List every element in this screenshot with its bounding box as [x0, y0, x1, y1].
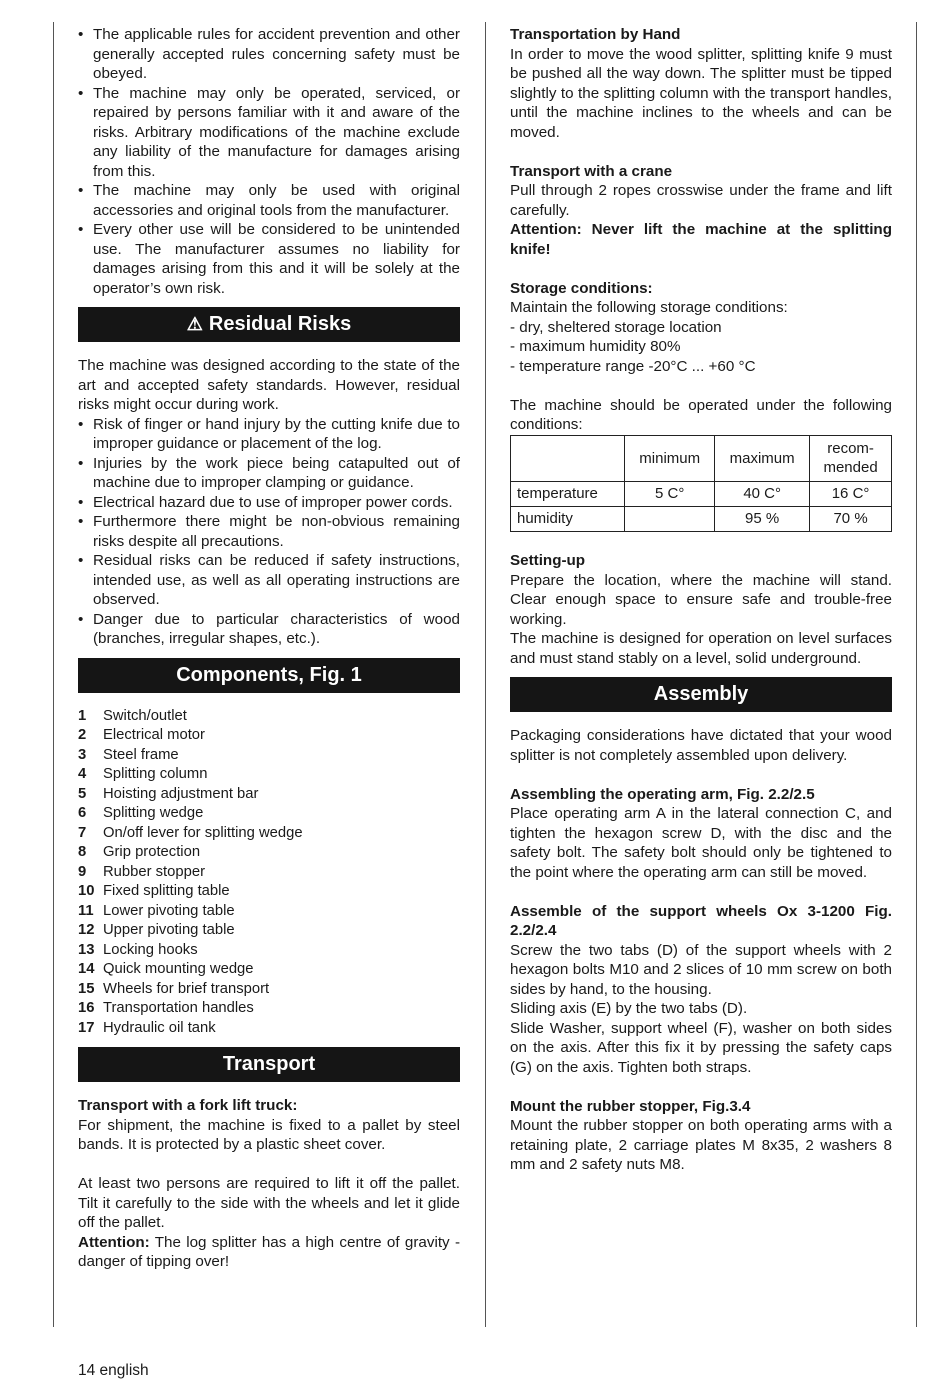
- storage-line: - temperature range -20°C ... +60 °C: [510, 357, 756, 375]
- component-label: Locking hooks: [103, 941, 198, 958]
- component-number: 8: [78, 844, 87, 860]
- component-number: 7: [78, 824, 87, 841]
- component-label: Splitting column: [103, 766, 208, 782]
- setup-text: Prepare the location, where the machine will stand. Clear enough space to ensure safe and trouble-free working.: [510, 571, 892, 628]
- table-header-cell: minimum: [625, 435, 715, 481]
- component-item: [78, 960, 460, 980]
- operating-intro: The machine should be operated under the following conditions:: [510, 396, 892, 433]
- list-item: • Risk of finger or hand injury by the cutting knife due to improper guidance or placement of the log.: [78, 415, 460, 454]
- residual-bullets: [78, 415, 460, 649]
- list-item: • Danger due to particular characteristics of wood (branches, irregular shapes, etc.).: [78, 610, 460, 649]
- setup-heading: Setting-up: [510, 552, 586, 569]
- forklift-text: For shipment, the machine is fixed to a pallet by steel bands. It is protected by a plastic sheet cover.: [78, 1116, 460, 1153]
- component-item: [78, 921, 460, 941]
- component-label: Rubber stopper: [103, 863, 205, 880]
- lift-text: At least two persons are required to lift it off the pallet. Tilt it carefully to the side with the wheels and let it glide off the pallet.: [78, 1175, 460, 1231]
- component-number: 11: [78, 902, 94, 919]
- components-list: [78, 707, 460, 1039]
- residual-intro: The machine was designed according to the state of the art and accepted safety standards. However, residual risks might occur during work.: [78, 357, 460, 413]
- list-item: • Injuries by the work piece being catapulted out of machine due to improper clamping or guidance.: [78, 454, 460, 493]
- attention-paragraph: [78, 1233, 460, 1272]
- residual-risks-title: Residual Risks: [208, 313, 352, 335]
- left-column: [78, 25, 460, 1272]
- table-cell: 40 C°: [715, 481, 810, 506]
- wheels-text: Slide Washer, support wheel (F), washer on both sides on the axis. After this fix it by pressing the safety caps (G) on the axis. Tighten both straps.: [510, 1019, 892, 1076]
- table-header-cell: [511, 435, 625, 481]
- safety-bullets: [78, 25, 460, 298]
- component-label: Grip protection: [103, 844, 201, 860]
- list-item: • The machine may only be operated, serviced, or repaired by persons familiar with it and aware of the risks. Arbitrary modifications of the machine exclude any liability of the manufacture for damages arising from this.: [78, 84, 460, 182]
- attention-text: The log splitter has a high centre of gravity - danger of tipping over!: [78, 1233, 460, 1270]
- stopper-heading: Mount the rubber stopper, Fig.3.4: [510, 1097, 751, 1115]
- component-label: Fixed splitting table: [103, 883, 230, 899]
- component-label: Switch/outlet: [103, 707, 187, 724]
- crane-attention: Attention: Never lift the machine at the splitting knife!: [510, 221, 892, 258]
- component-item: [78, 726, 460, 746]
- by-hand-heading: Transportation by Hand: [510, 26, 681, 43]
- component-number: 14: [78, 961, 95, 977]
- component-number: 5: [78, 785, 87, 802]
- component-number: 10: [78, 883, 95, 899]
- list-item: • Every other use will be considered to be unintended use. The manufacturer assumes no liability for damages arising from this and it will be solely at the operator’s own risk.: [78, 220, 460, 298]
- component-number: 17: [78, 1019, 95, 1036]
- component-item: [78, 707, 460, 727]
- wheels-text: Sliding axis (E) by the two tabs (D).: [510, 1000, 748, 1017]
- component-item: [78, 980, 460, 1000]
- component-number: 1: [78, 707, 87, 724]
- component-label: Wheels for brief transport: [103, 980, 270, 997]
- component-label: Splitting wedge: [103, 805, 204, 821]
- list-item: • Furthermore there might be non-obvious remaining risks despite all precautions.: [78, 512, 460, 551]
- storage-intro: Maintain the following storage conditions:: [510, 299, 788, 316]
- attention-label: Attention:: [78, 1233, 150, 1251]
- setup-text: The machine is designed for operation on level surfaces and must stand stably on a level, solid underground.: [510, 630, 892, 667]
- component-number: 3: [78, 746, 87, 763]
- component-label: Hoisting adjustment bar: [103, 785, 259, 802]
- component-item: [78, 765, 460, 785]
- list-item: • Electrical hazard due to use of improper power cords.: [78, 493, 460, 513]
- component-item: [78, 824, 460, 844]
- right-column: [510, 25, 892, 1175]
- warning-icon: ⚠: [186, 314, 203, 334]
- component-label: Lower pivoting table: [103, 902, 235, 919]
- stopper-text: Mount the rubber stopper on both operating arms with a retaining plate, 2 carriage plates M 8x35, 2 washers 8 mm and 2 safety nuts M8.: [510, 1117, 892, 1173]
- component-number: 16: [78, 1000, 95, 1016]
- component-number: 13: [78, 941, 95, 958]
- storage-line: - maximum humidity 80%: [510, 338, 681, 355]
- component-number: 12: [78, 922, 95, 938]
- component-item: [78, 804, 460, 824]
- component-label: Transportation handles: [103, 1000, 254, 1016]
- assembly-intro: Packaging considerations have dictated that your wood splitter is not completely assembled upon delivery.: [510, 727, 892, 764]
- storage-line: - dry, sheltered storage location: [510, 318, 722, 336]
- page-footer: 14 english: [78, 1362, 149, 1379]
- component-item: [78, 882, 460, 902]
- table-cell: temperature: [511, 481, 625, 506]
- arm-heading: Assembling the operating arm, Fig. 2.2/2.5: [510, 785, 815, 803]
- forklift-heading: Transport with a fork lift truck:: [78, 1097, 298, 1114]
- left-rule: [53, 22, 54, 1327]
- storage-heading: Storage conditions:: [510, 279, 653, 297]
- component-item: [78, 999, 460, 1019]
- component-label: Hydraulic oil tank: [103, 1019, 216, 1036]
- transport-banner: Transport: [78, 1047, 460, 1082]
- list-item: • Residual risks can be reduced if safety instructions, intended use, as well as all operating instructions are observed.: [78, 551, 460, 610]
- component-label: Steel frame: [103, 746, 179, 763]
- components-banner: Components, Fig. 1: [78, 658, 460, 693]
- component-item: [78, 843, 460, 863]
- component-label: Electrical motor: [103, 727, 205, 743]
- component-item: [78, 902, 460, 922]
- component-item: [78, 863, 460, 883]
- table-cell: 95 %: [715, 506, 810, 531]
- by-hand-text: In order to move the wood splitter, splitting knife 9 must be pushed all the way down. The splitter must be tipped slightly to the splitting column with the transport handles, until the machine inclines to the wheels and can be moved.: [510, 45, 892, 141]
- table-cell: 5 C°: [625, 481, 715, 506]
- component-number: 4: [78, 766, 87, 782]
- table-row: [511, 481, 892, 506]
- component-item: [78, 941, 460, 961]
- table-header-cell: maximum: [715, 435, 810, 481]
- component-item: [78, 1019, 460, 1039]
- component-number: 9: [78, 863, 87, 880]
- table-cell: humidity: [511, 506, 625, 531]
- component-number: 6: [78, 805, 87, 821]
- table-row: [511, 506, 892, 531]
- table-cell: 16 C°: [810, 481, 892, 506]
- component-label: Upper pivoting table: [103, 922, 235, 938]
- residual-risks-banner: [78, 307, 460, 342]
- list-item: • The machine may only be used with original accessories and original tools from the manufacturer.: [78, 181, 460, 220]
- crane-text: Pull through 2 ropes crosswise under the frame and lift carefully.: [510, 182, 892, 219]
- component-number: 15: [78, 980, 95, 997]
- component-number: 2: [78, 727, 87, 743]
- list-item: • The applicable rules for accident prevention and other generally accepted rules concerning safety must be obeyed.: [78, 25, 460, 84]
- center-rule: [485, 22, 486, 1327]
- wheels-text: Screw the two tabs (D) of the support wheels with 2 hexagon bolts M10 and 2 slices of 10 mm screw on both sides by hand, to the housing.: [510, 941, 892, 998]
- component-label: Quick mounting wedge: [103, 961, 254, 977]
- assembly-banner: Assembly: [510, 677, 892, 712]
- wheels-heading: Assemble of the support wheels Ox 3-1200 Fig. 2.2/2.4: [510, 902, 892, 939]
- component-item: [78, 785, 460, 805]
- table-cell: [625, 506, 715, 531]
- operating-conditions-table: [510, 435, 892, 532]
- right-rule: [916, 22, 917, 1327]
- component-label: On/off lever for splitting wedge: [103, 824, 303, 841]
- arm-text: Place operating arm A in the lateral connection C, and tighten the hexagon screw D, with the disc and the safety bolt. The safety bolt should only be tightened to the point where the operating arm can still be moved.: [510, 805, 892, 881]
- component-item: [78, 746, 460, 766]
- table-cell: 70 %: [810, 506, 892, 531]
- table-header-cell: recom- mended: [810, 435, 892, 481]
- crane-heading: Transport with a crane: [510, 162, 673, 180]
